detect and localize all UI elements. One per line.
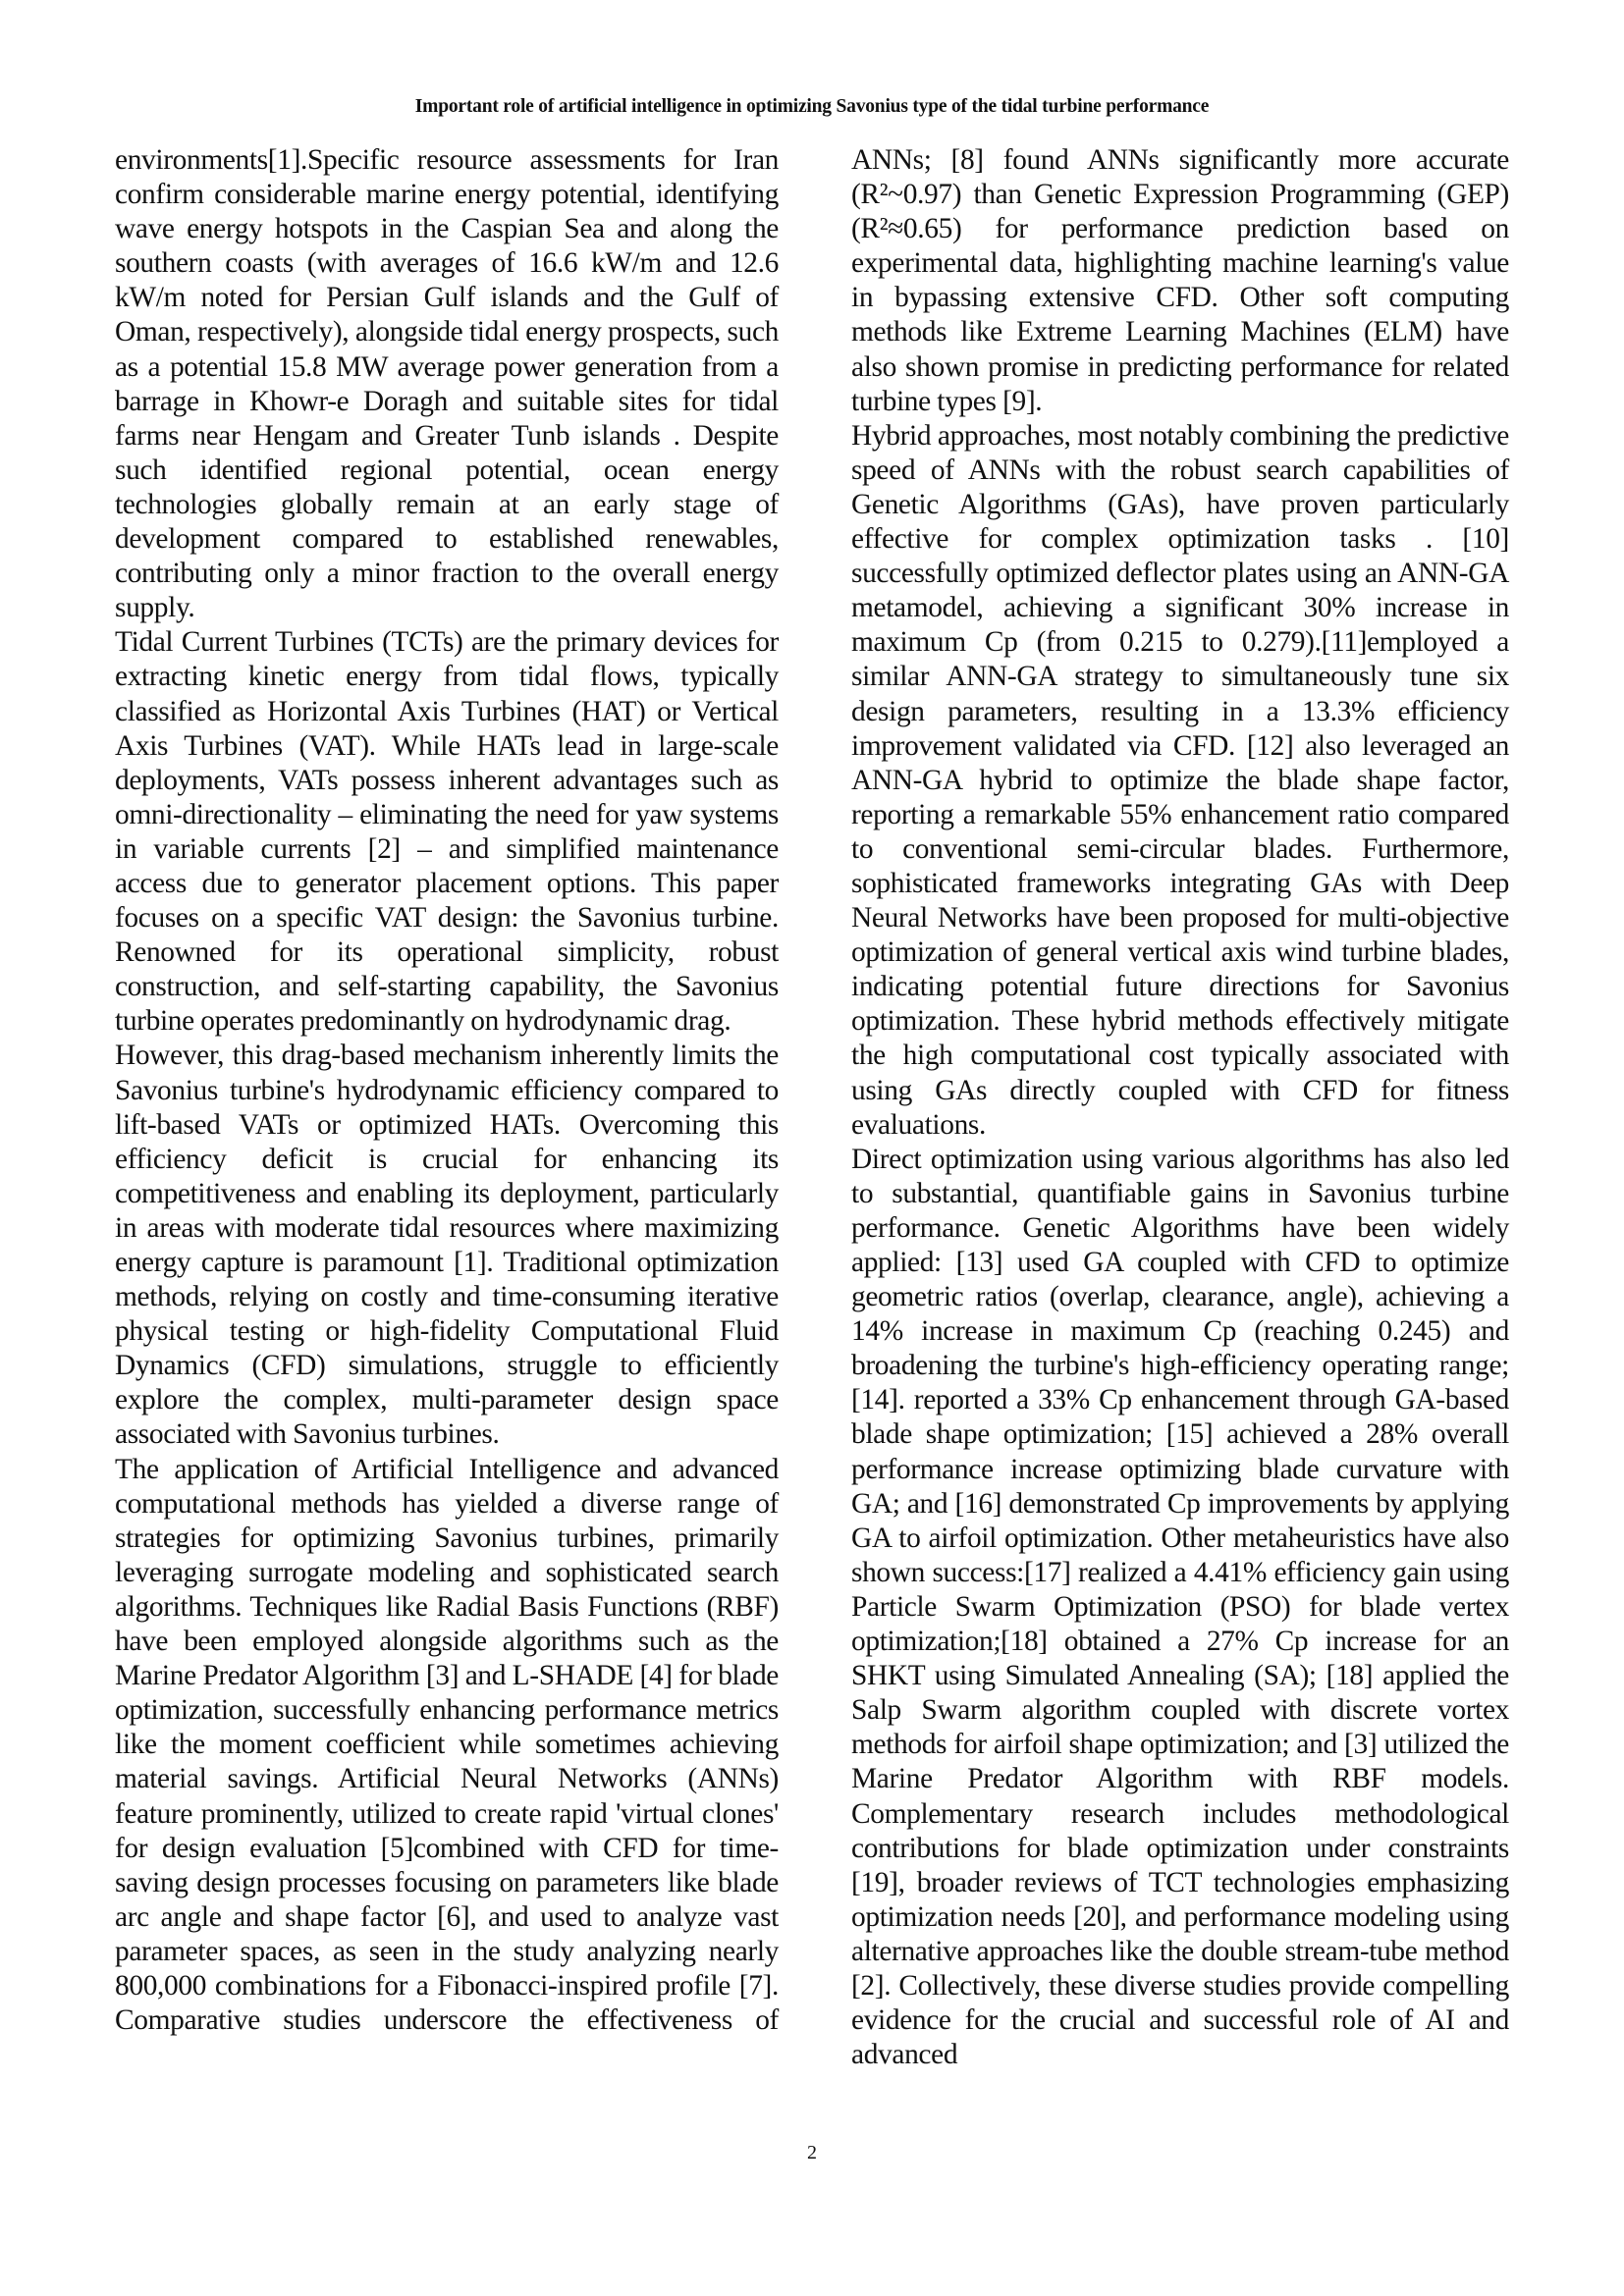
paragraph-efficiency-limits: However, this drag-based mechanism inherently limits the Savonius turbine's hydrodynamic efficiency compared to lift-based VATs or optimized HATs. Overcoming this efficiency deficit is crucial for enhancing its competitiveness and enabling its deployment, particularly in areas with moderate tidal resources where maximizing energy capture is paramount [1]. Traditional optimization methods, relying on costly and time-consuming iterative physical testing or high-fidelity Computational Fluid Dynamics (CFD) simulations, struggle to efficiently explore the complex, multi-parameter design space associated with Savonius turbines. xyxy=(115,1040,779,1451)
paragraph-tidal-current-turbines: Tidal Current Turbines (TCTs) are the primary devices for extracting kinetic energy from tidal flows, typically classified as Horizontal Axis Turbines (HAT) or Vertical Axis Turbines (VAT). While HATs lead in large-scale deployments, VATs possess inherent advantages such as omni-directionality – eliminating the need for yaw systems in variable currents [2] – and simplified maintenance access due to generator placement options. This paper focuses on a specific VAT design: the Savonius turbine. Renowned for its operational simplicity, robust construction, and self-starting capability, the Savonius turbine operates predominantly on hydrodynamic drag. xyxy=(115,626,779,1038)
paragraph-regional-potential: environments[1].Specific resource assessments for Iran confirm considerable marine energy potential, identifying wave energy hotspots in the Caspian Sea and along the southern coasts (with averages of 16.6 kW/m and 12.6 kW/m noted for Persian Gulf islands and the Gulf of Oman, respectively), alongside tidal energy prospects, such as a potential 15.8 MW average power generation from a barrage in Khowr-e Doragh and suitable sites for tidal farms near Hengam and Greater Tunb islands . Despite such identified regional potential, ocean energy technologies globally remain at an early stage of development compared to established renewables, contributing only a minor fraction to the overall energy supply. xyxy=(115,144,779,624)
running-header-title: Important role of artificial intelligence in optimizing Savonius type of the tidal turbine performance xyxy=(414,96,1210,117)
page-number: 2 xyxy=(807,2142,817,2163)
paragraph-direct-optimization: Direct optimization using various algorithms has also led to substantial, quantifiable gains in Savonius turbine performance. Genetic Algorithms have been widely applied: [13] used GA coupled with CFD to optimize geometric ratios (overlap, clearance, angle), achieving a 14% increase in maximum Cp (reaching 0.245) and broadening the turbine's high-efficiency operating range;[14]. reported a 33% Cp enhancement through GA-based blade shape optimization; [15] achieved a 28% overall performance increase optimizing blade curvature with GA; and [16] demonstrated Cp improvements by applying GA to airfoil optimization. Other metaheuristics have also shown success:[17] realized a 4.41% efficiency gain using Particle Swarm Optimization (PSO) for blade vertex optimization;[18] obtained a 27% Cp increase for an SHKT using Simulated Annealing (SA); [18] applied the Salp Swarm algorithm coupled with discrete vortex methods for airfoil shape optimization; and [3] utilized the Marine Predator Algorithm with RBF models. Complementary research includes methodological contributions for blade optimization under constraints [19], broader reviews of TCT technologies emphasizing optimization needs [20], and performance modeling using alternative approaches like the double stream-tube method [2]. Collectively, these diverse studies provide compelling evidence for the crucial and successful role of AI and advanced xyxy=(851,1143,1509,2071)
paragraph-hybrid-approaches: Hybrid approaches, most notably combining the predictive speed of ANNs with the robust search capabilities of Genetic Algorithms (GAs), have proven particularly effective for complex optimization tasks . [10] successfully optimized deflector plates using an ANN-GA metamodel, achieving a significant 30% increase in maximum Cp (from 0.215 to 0.279).[11]employed a similar ANN-GA strategy to simultaneously tune six design parameters, resulting in a 13.3% efficiency improvement validated via CFD. [12] also leveraged an ANN-GA hybrid to optimize the blade shape factor, reporting a remarkable 55% enhancement ratio compared to conventional semi-circular blades. Furthermore, sophisticated frameworks integrating GAs with Deep Neural Networks have been proposed for multi-objective optimization of general vertical axis wind turbine blades, indicating potential future directions for Savonius optimization. These hybrid methods effectively mitigate the high computational cost typically associated with using GAs directly coupled with CFD for fitness evaluations. xyxy=(851,419,1509,1141)
right-text-column xyxy=(851,143,1509,2072)
paragraph-ann-comparison: ANNs; [8] found ANNs significantly more accurate (R²~0.97) than Genetic Expression Programming (GEP) (R²≈0.65) for performance prediction based on experimental data, highlighting machine learning's value in bypassing extensive CFD. Other soft computing methods like Extreme Learning Machines (ELM) have also shown promise in predicting performance for related turbine types [9]. xyxy=(851,144,1509,417)
left-text-column xyxy=(115,143,779,2038)
paragraph-ai-applications: The application of Artificial Intelligence and advanced computational methods has yielded a diverse range of strategies for optimizing Savonius turbines, primarily leveraging surrogate modeling and sophisticated search algorithms. Techniques like Radial Basis Functions (RBF) have been employed alongside algorithms such as the Marine Predator Algorithm [3] and L-SHADE [4] for blade optimization, successfully enhancing performance metrics like the moment coefficient while sometimes achieving material savings. Artificial Neural Networks (ANNs) feature prominently, utilized to create rapid 'virtual clones' for design evaluation [5]combined with CFD for time-saving design processes focusing on parameters like blade arc angle and shape factor [6], and used to analyze vast parameter spaces, as seen in the study analyzing nearly 800,000 combinations for a Fibonacci-inspired profile [7]. Comparative studies underscore the effectiveness of xyxy=(115,1453,779,2037)
